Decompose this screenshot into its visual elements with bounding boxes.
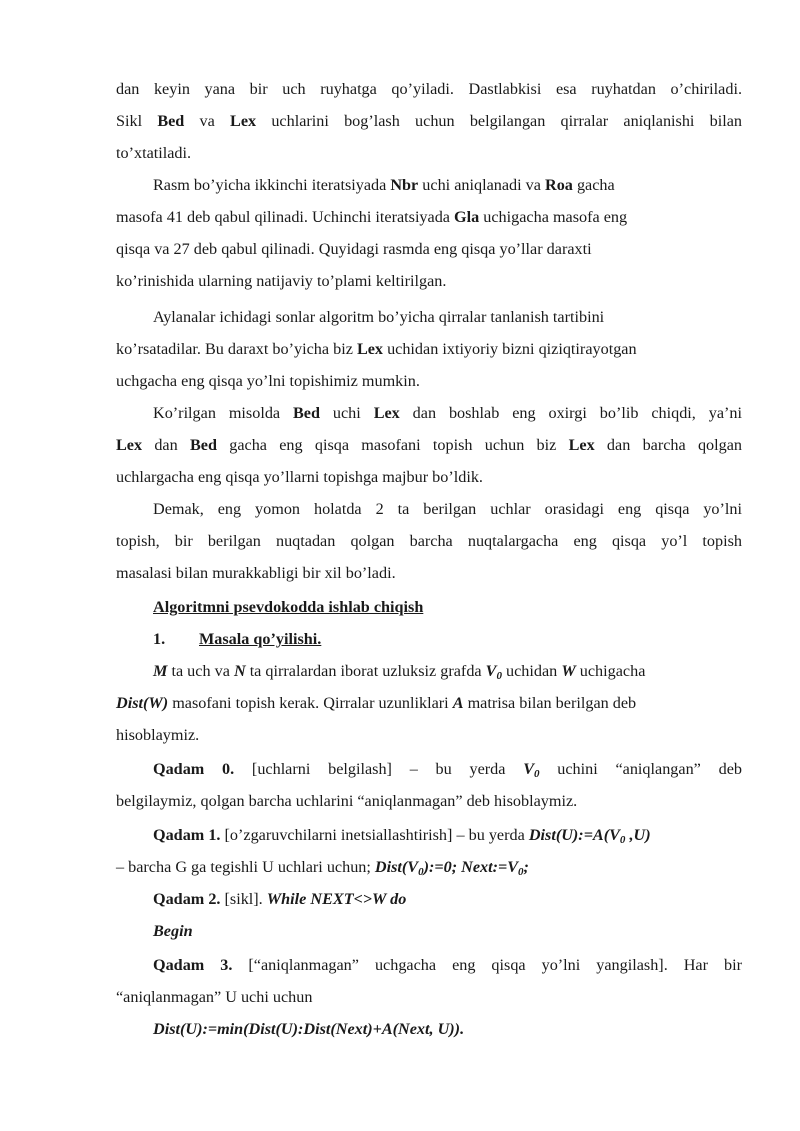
subscript: 0 [534,768,540,780]
text-run: Demak, eng yomon holatda 2 ta berilgan uchlar orasidagi eng qisqa yo’lni [153,500,742,518]
text-run: uchi aniqlanadi va [418,176,546,194]
text-run: hisoblaymiz. [116,726,200,744]
subscript: 0 [518,866,524,878]
text-run: ,U) [625,826,651,844]
text-run: belgilaymiz, qolgan barcha uchlarini “aniqlanmagan” deb hisoblaymiz. [116,792,578,810]
text-run: Dist(W) [116,694,169,712]
text-run: Rasm bo’yicha ikkinchi iteratsiyada [153,176,391,194]
text-line [116,791,577,811]
text-line [116,207,627,227]
text-run: Lex [116,436,143,454]
text-run: ta uch va [167,662,234,680]
text-line [116,435,742,455]
text-run: va [184,112,231,130]
subscript: 0 [496,670,502,682]
text-run: Bed [293,404,320,422]
text-run: Lex [568,436,595,454]
subscript: 0 [418,866,424,878]
text-run: uchini “aniqlangan” deb [539,760,742,778]
text-line [116,693,636,713]
text-run: Dist(V [374,858,419,876]
text-run: Lex [373,404,400,422]
text-run: V [485,662,497,680]
text-run: Gla [454,208,480,226]
text-run: uchigacha masofa eng [479,208,628,226]
text-run: [“aniqlanmagan” uchgacha eng qisqa yo’lni yangilash]. Har bir [232,956,742,974]
text-run: uchidan [501,662,562,680]
text-run: W [561,662,576,680]
text-line [153,825,651,845]
text-run: ):=0; Next:=V [423,858,519,876]
text-line [116,563,396,583]
text-run: masofani topish kerak. Qirralar uzunliklari [168,694,453,712]
text-run: [uchlarni belgilash] – bu yerda [234,760,524,778]
text-run: dan boshlab eng oxirgi bo’lib chiqdi, ya’ni [399,404,742,422]
text-line [116,725,199,745]
text-line [116,857,529,877]
text-run: Nbr [390,176,419,194]
text-run: V [523,760,534,778]
text-line [153,921,193,941]
subsection-heading [153,629,321,649]
text-line [153,955,742,975]
text-line [153,1019,464,1039]
text-run: Bed [157,112,185,130]
text-run: Dist(U):=min(Dist(U):Dist(Next)+A(Next, U)). [153,1020,465,1038]
text-run: “aniqlanmagan” U uchi uchun [116,988,313,1006]
text-run: Ko’rilgan misolda [153,404,293,422]
text-run: topish, bir berilgan nuqtadan qolgan barcha nuqtalargacha eng qisqa yo’l topish [116,532,742,550]
text-run: Dist(U):=A(V [528,826,620,844]
text-run: [o’zgaruvchilarni inetsiallashtirish] – bu yerda [220,826,529,844]
text-line [116,79,742,99]
text-run: N [233,662,246,680]
text-run: Begin [153,922,193,940]
text-line [116,467,483,487]
text-run: Masala qo’yilishi. [199,630,322,648]
text-line [153,759,742,779]
text-run: [sikl]. [220,890,267,908]
text-run: dan keyin yana bir uch ruyhatga qo’yiladi. Dastlabkisi esa ruyhatdan o’chiriladi. [116,80,742,98]
text-line [116,987,312,1007]
text-line [153,403,742,423]
text-run: dan [142,436,190,454]
text-run: gacha [572,176,615,194]
text-run: ; [523,858,529,876]
text-run: ko’rsatadilar. Bu daraxt bo’yicha biz [116,340,357,358]
text-line [116,271,446,291]
text-run: Bed [189,436,217,454]
text-run: to’xtatiladi. [116,144,192,162]
text-run: Lex [356,340,384,358]
text-line [116,239,592,259]
text-run: 1. [153,630,166,648]
text-run: dan barcha qolgan [594,436,743,454]
text-line [116,371,420,391]
text-line [153,307,604,327]
text-run: Lex [230,112,257,130]
text-run: uchgacha eng qisqa yo’lni topishimiz mumkin. [116,372,420,390]
text-run: uchidan ixtiyoriy bizni qiziqtirayotgan [383,340,637,358]
text-run: matrisa bilan berilgan deb [463,694,637,712]
text-line [153,499,742,519]
text-run: uchlargacha eng qisqa yo’llarni topishga majbur bo’ldik. [116,468,483,486]
text-line [116,143,191,163]
subscript: 0 [619,834,626,846]
text-run: A [452,694,464,712]
text-line [116,111,742,131]
text-line [153,175,615,195]
text-run: Qadam 2. [153,890,221,908]
text-run: Qadam 3. [153,956,233,974]
text-run: While NEXT<>W do [266,890,407,908]
text-run: qisqa va 27 deb qabul qilinadi. Quyidagi rasmda eng qisqa yo’llar daraxti [116,240,592,258]
text-run: Sikl [116,112,158,130]
text-run: Qadam 1. [153,826,221,844]
text-line [153,889,406,909]
text-line [116,531,742,551]
text-run: uchigacha [575,662,646,680]
text-run: Aylanalar ichidagi sonlar algoritm bo’yicha qirralar tanlanish tartibini [153,308,605,326]
text-run: gacha eng qisqa masofani topish uchun biz [216,436,569,454]
text-run: Roa [545,176,573,194]
text-line [153,661,645,681]
text-run: M [153,662,168,680]
text-run: masalasi bilan murakkabligi bir xil bo’ladi. [116,564,396,582]
text-run: uchlarini bog’lash uchun belgilangan qirralar aniqlanishi bilan [256,112,743,130]
text-run: masofa 41 deb qabul qilinadi. Uchinchi iteratsiyada [116,208,455,226]
text-run: Qadam 0. [153,760,235,778]
section-heading [153,597,423,617]
text-run: uchi [320,404,374,422]
text-run: Algoritmni psevdokodda ishlab chiqish [153,598,424,616]
text-run: ko’rinishida ularning natijaviy to’plami keltirilgan. [116,272,447,290]
text-run: – barcha G ga tegishli U uchlari uchun; [116,858,375,876]
text-line [116,339,637,359]
text-run: ta qirralardan iborat uzluksiz grafda [245,662,486,680]
